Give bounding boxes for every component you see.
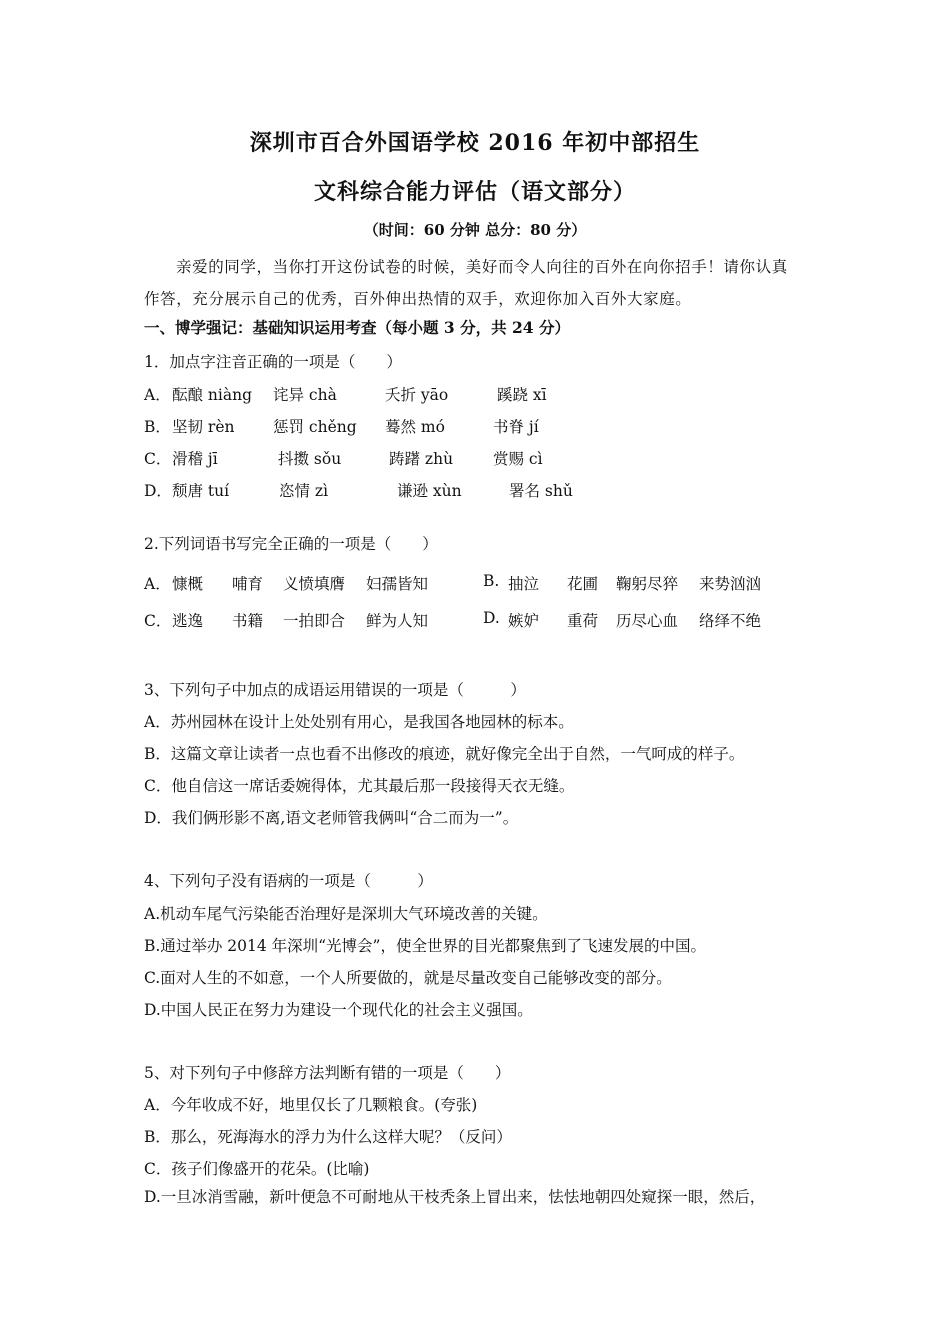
option-word: 花圃 (567, 575, 599, 593)
option-word: 一拍即合 (283, 612, 346, 630)
option-word: 蹊跷 xī (497, 386, 547, 404)
option-word: 义愤填膺 (283, 575, 346, 593)
q3-option-b: B．这篇文章让读者一点也看不出修改的痕迹，就好像完全出于自然，一气呵成的样子。 (144, 745, 745, 763)
option-word: 抽泣 (508, 575, 540, 593)
option-word: 慷概 (172, 575, 204, 593)
option-word: 来势汹汹 (699, 575, 762, 593)
option-word: 夭折 yāo (385, 386, 449, 404)
option-word: 酝酿 niàng (172, 386, 253, 404)
option-word: 书脊 jí (493, 418, 539, 436)
question-2-stem: 2.下列词语书写完全正确的一项是（ ） (144, 535, 438, 553)
q3-option-c: C．他自信这一席话委婉得体，尤其最后那一段接得天衣无缝。 (144, 777, 575, 795)
option-word: 抖擞 sǒu (278, 450, 342, 468)
option-label: C． (144, 450, 172, 468)
option-label: A． (144, 575, 171, 593)
q5-option-c: C．孩子们像盛开的花朵。(比喻) (144, 1160, 370, 1178)
option-word: 诧异 chà (273, 386, 337, 404)
option-word: 署名 shǔ (509, 482, 573, 500)
option-word: 嫉妒 (508, 612, 540, 630)
option-word: 恣情 zì (279, 482, 329, 500)
question-5-stem: 5、对下列句子中修辞方法判断有错的一项是（ ） (144, 1064, 511, 1082)
document-subtitle: 文科综合能力评估（语文部分） (313, 179, 636, 205)
q4-option-a: A.机动车尾气污染能否治理好是深圳大气环境改善的关键。 (144, 905, 548, 923)
q4-option-d: D.中国人民正在努力为建设一个现代化的社会主义强国。 (144, 1001, 533, 1019)
option-word: 妇孺皆知 (366, 575, 429, 593)
option-label: D. (483, 609, 500, 627)
option-word: 坚韧 rèn (172, 418, 235, 436)
option-word: 鞠躬尽猝 (616, 575, 679, 593)
option-word: 逃逸 (172, 612, 204, 630)
option-word: 赏赐 cì (493, 450, 543, 468)
intro-line-2: 作答，充分展示自己的优秀，百外伸出热情的双手，欢迎你加入百外大家庭。 (144, 290, 692, 308)
question-4-stem: 4、下列句子没有语病的一项是（ ） (144, 872, 433, 890)
q5-option-b: B．那么，死海海水的浮力为什么这样大呢？（反问） (144, 1128, 512, 1146)
option-word: 重荷 (567, 612, 599, 630)
document-title: 深圳市百合外国语学校 2016 年初中部招生 (249, 130, 701, 156)
option-word: 哺育 (232, 575, 264, 593)
q5-option-d: D.一旦冰消雪融，新叶便急不可耐地从干枝秃条上冒出来，怯怯地朝四处窥探一眼，然后， (144, 1188, 766, 1206)
section-heading: 一、博学强记：基础知识运用考查（每小题 3 分，共 24 分） (144, 318, 570, 337)
question-3-stem: 3、下列句子中加点的成语运用错误的一项是（ ） (144, 681, 526, 699)
option-word: 惩罚 chěng (273, 418, 357, 436)
option-word: 谦逊 xùn (397, 482, 462, 500)
q3-option-d: D．我们俩形影不离,语文老师管我俩叫“合二而为一”。 (144, 809, 519, 827)
option-label: A． (144, 386, 171, 404)
option-word: 踌躇 zhù (389, 450, 454, 468)
q4-option-c: C.面对人生的不如意，一个人所要做的，就是尽量改变自己能够改变的部分。 (144, 969, 672, 987)
option-word: 蓦然 mó (385, 418, 445, 436)
option-label: D． (144, 482, 172, 500)
option-label: C． (144, 612, 172, 630)
option-word: 历尽心血 (616, 612, 679, 630)
option-word: 书籍 (232, 612, 264, 630)
option-word: 滑稽 jī (172, 450, 218, 468)
question-1-stem: 1．加点字注音正确的一项是（ ） (144, 353, 402, 371)
option-word: 颓唐 tuí (172, 482, 230, 500)
q5-option-a: A．今年收成不好，地里仅长了几颗粮食。(夸张) (144, 1096, 478, 1114)
q3-option-a: A．苏州园林在设计上处处别有用心，是我国各地园林的标本。 (144, 713, 574, 731)
option-label: B． (144, 418, 171, 436)
intro-line-1: 亲爱的同学，当你打开这份试卷的时候，美好而令人向往的百外在向你招手！请你认真 (176, 258, 788, 276)
time-info: （时间：60 分钟 总分：80 分） (363, 221, 587, 239)
q4-option-b: B.通过举办 2014 年深圳“光博会”，使全世界的目光都聚焦到了飞速发展的中国。 (144, 937, 706, 955)
option-word: 络绎不绝 (699, 612, 762, 630)
option-label: B. (483, 572, 500, 590)
option-word: 鲜为人知 (366, 612, 429, 630)
